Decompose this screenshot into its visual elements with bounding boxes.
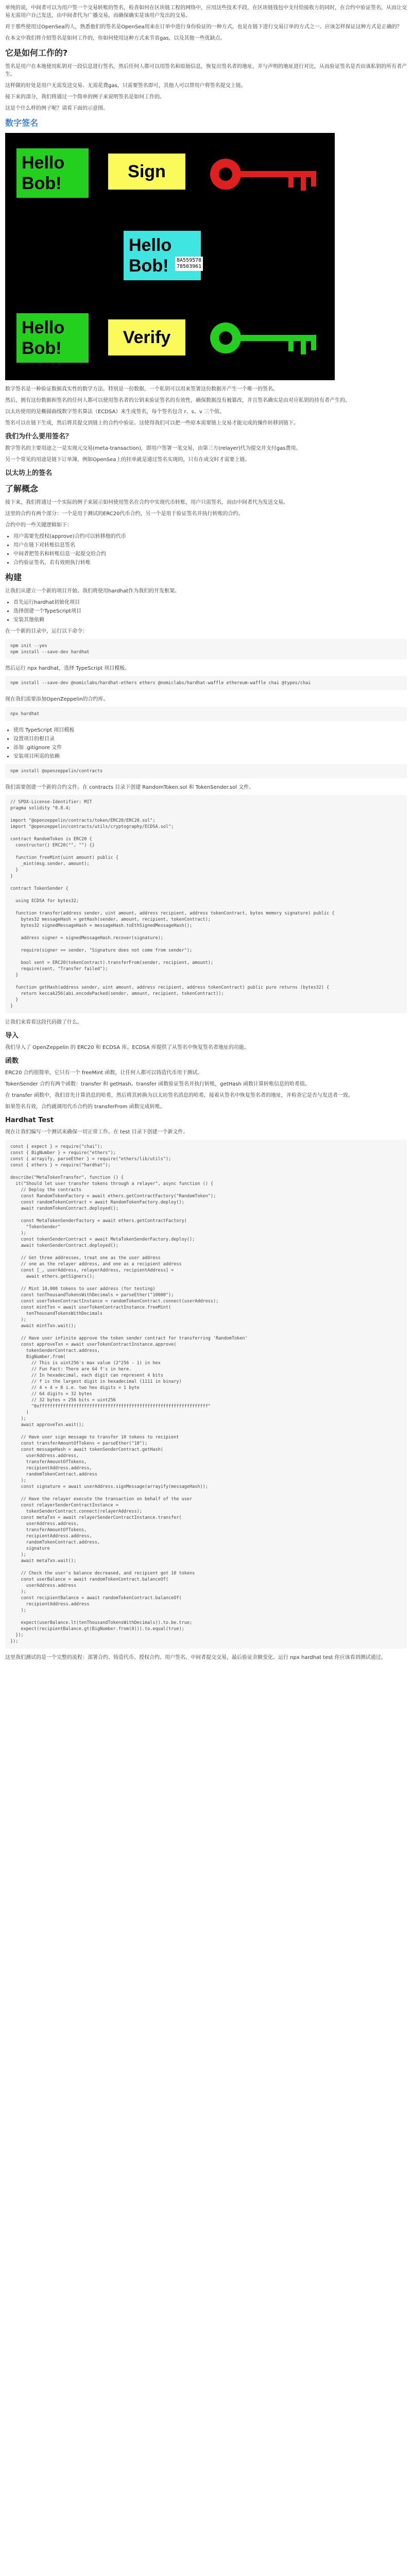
paragraph: 签名是用户在本地使用私钥对一段信息进行签名，然后任何人都可以用签名和原始信息，恢复出签名者的地址，并与声明的地址进行对比，从而验证签名是否由该私钥的所有者产生。 — [5, 64, 407, 77]
sign-text: Sign — [128, 162, 166, 181]
paragraph: 这是个什么样的例子呢？请看下面的示意图。 — [5, 106, 108, 111]
signature-hex-line: 78503961 — [177, 264, 202, 269]
paragraph: 让我们从建立一个新的项目开始。我们将使用hardhat作为我们的开发框架。 — [5, 588, 180, 594]
paragraph: 如果签名有效，合约就调用代币合约的 transferFrom 函数完成转账。 — [5, 1104, 165, 1110]
section-title-how-it-works: 它是如何工作的? — [5, 48, 68, 58]
signature-hex — [175, 257, 203, 271]
verify-text: Verify — [123, 328, 171, 347]
build-steps — [5, 599, 407, 624]
section-title-why: 我们为什么要用签名？ — [5, 433, 73, 440]
list-item: • 首先运行hardhat初始化项目 — [13, 599, 407, 606]
test-code-block: const { expect } = require("chai"); const { BigNumber } = require("ethers"); const { arrayify, parseEther } = require("ethers/lib/utils"); const { ethers } = require("hardhat"); describe("MetaTokenTransfer", function () { it("Should let user transfer tokens through a relayer", async function () { // Deploy the contracts const RandomTokenFactory = await ethers.getContractFactory("RandomToken"); const randomTokenContract = await RandomTokenFactory.deploy(); await randomTokenContract.deployed(); const MetaTokenSenderFactory = await ethers.getContractFactory( "TokenSender" ); const tokenSenderContract = await MetaTokenSenderFactory.deploy(); await tokenSenderContract.deployed(); // Get three addresses, treat one as the user address // one as the relayer address, and one as a recipient address const [_, userAddress, relayerAddress, recipientAddress] = await ethers.getSigners(); // Mint 10,000 tokens to user address (for testing) const tenThousandTokensWithDecimals = parseEther("10000"); const userTokenContractInstance = randomTokenContract.connect(userAddress); const mintTxn = await userTokenContractInstance.freeMint( tenThousandTokensWithDecimals ); await mintTxn.wait(); // Have user infinite approve the token sender contract for transferring 'RandomToken' const approveTxn = await userTokenContractInstance.approve( tokenSenderContract.address, BigNumber.from( // This is uint256's max value (2^256 - 1) in hex // Fun Fact: There are 64 f's in here. // In hexadecimal, each digit can represent 4 bits // f is the largest digit in hexadecimal (1111 in binary) // 4 + 4 = 8 i.e. two hex digits = 1 byte // 64 digits = 32 bytes // 32 bytes = 256 bits = uint256 "0xffffffffffffffffffffffffffffffffffffffffffffffffffffffffffffffff" ) ); await approveTxn.wait(); // Have user sign message to transfer 10 tokens to recipient const transferAmountOfTokens = parseEther("10"); const messageHash = await tokenSenderContract.getHash( userAddress.address, transferAmountOfTokens, recipientAddress.address, randomTokenContract.address ); const signature = await userAddress.signMessage(arrayify(messageHash)); // Have the relayer execute the transaction on behalf of the user const relayerSenderContractInstance = tokenSenderContract.connect(relayerAddress); const metaTxn = await relayerSenderContractInstance.transfer( userAddress.address, transferAmountOfTokens, recipientAddress.address, randomTokenContract.address, signature ); await metaTxn.wait(); // Check the user's balance decreased, and recipient got 10 tokens const userBalance = await randomTokenContract.balanceOf( userAddress.address ); const recipientBalance = await randomTokenContract.balanceOf( recipientAddress.address ); expect(userBalance.lt(tenThousandTokensWithDecimals)).to.be.true; expect(recipientBalance.gt(BigNumber.from(0))).to.equal(true); }); }); — [5, 1140, 407, 1649]
list-item: • 用户在链下对转账信息签名 — [13, 541, 407, 549]
paragraph: 以太坊使用的是椭圆曲线数字签名算法（ECDSA）来生成签名，每个签名包含 r、s、v 三个值。 — [5, 409, 225, 415]
message-line: Hello — [129, 235, 172, 255]
list-item: • 设置项目的根目录 — [13, 735, 407, 743]
paragraph: 这里我们测试的是一个完整的流程：部署合约、铸造代币、授权合约、用户签名、中间者提交交易，最后验证余额变化。运行 npx hardhat test 你应该看到测试通过。 — [5, 1655, 386, 1660]
code-block: npm init --yes npm install --save-dev hardhat — [5, 639, 407, 659]
code-block: npx hardhat — [5, 707, 407, 721]
verify-label — [108, 319, 185, 355]
section-title-digital-signature: 数字签名 — [5, 118, 39, 128]
paragraph: 数字签名的主要用途之一是实现元交易(meta-transaction)，即用户签署一笔交易，由第三方(relayer)代为提交并支付gas费用。 — [5, 446, 301, 451]
list-item: • 安装项目所需的依赖 — [13, 753, 407, 760]
list-item: • 添加 .gitignore 文件 — [13, 744, 407, 752]
sign-label — [108, 154, 185, 190]
paragraph: 接下来的部分，我们将通过一个简单的例子来说明签名是如何工作的。 — [5, 94, 165, 100]
paragraph: 现在我们需要添加OpenZeppelin的合约库。 — [5, 697, 109, 702]
message-card-3 — [16, 313, 89, 363]
paragraph: 数字签名是一种验证数据真实性的数学方法。特别是一份数据，一个私钥可以用来签署这份数据并产生一个唯一的签名。 — [5, 386, 278, 392]
paragraph: TokenSender 合约有两个函数：transfer 和 getHash。transfer 函数验证签名并执行转账，getHash 函数计算转账信息的哈希值。 — [5, 1081, 311, 1087]
concept-list — [5, 533, 407, 567]
signed-message-card — [124, 231, 201, 280]
paragraph: ERC20 合约很简单，它只有一个 freeMint 函数，让任何人都可以铸造代币用于测试。 — [5, 1070, 203, 1076]
contract-code-block: // SPDX-License-Identifier: MIT pragma solidity ^0.8.4; import "@openzeppelin/contracts/token/ERC20/ERC20.sol"; import "@openzeppelin/contracts/utils/cryptography/ECDSA.sol"; contract RandomToken is ERC20 { constructor() ERC20("", "") {} function freeMint(uint amount) public { _mint(msg.sender, amount); } } contract TokenSender { using ECDSA for bytes32; function transfer(address sender, uint amount, address recipient, address tokenContract, bytes memory signature) public { bytes32 messageHash = getHash(sender, amount, recipient, tokenContract); bytes32 signedMessageHash = messageHash.toEthSignedMessageHash(); address signer = signedMessageHash.recover(signature); require(signer == sender, "Signature does not come from sender"); bool sent = ERC20(tokenContract).transferFrom(sender, recipient, amount); require(sent, "Transfer failed"); } function getHash(address sender, uint amount, address recipient, address tokenContract) public pure returns (bytes32) { return keccak256(abi.encodePacked(sender, amount, recipient, tokenContract)); } } — [5, 795, 407, 1013]
message-line: Hello — [22, 153, 65, 173]
paragraph: 让我们来看看这段代码做了什么。 — [5, 1020, 82, 1025]
paragraph: 签名可以在链下生成，然后将其提交到链上的合约中验证。这使得我们可以把一些原本需要链上交易才能完成的操作转移到链下。 — [5, 420, 299, 426]
message-line: Bob! — [22, 174, 62, 193]
subsection-title: 以太坊上的签名 — [5, 469, 53, 477]
section-title-build: 构建 — [5, 572, 22, 582]
list-item: • 使用 TypeScript 项目模板 — [13, 726, 407, 734]
list-item: • 用户需要先授权(approve)合约可以转移他的代币 — [13, 533, 407, 540]
public-key-icon — [206, 317, 324, 359]
section-title-functions: 函数 — [5, 1057, 19, 1065]
paragraph: 另一个常见的用途是链下订单簿，例如OpenSea上的挂单就是通过签名实现的，只有在成交时才需要上链。 — [5, 457, 250, 463]
list-item: • 合约验证签名，若有效则执行转账 — [13, 559, 407, 567]
intro-paragraph: 在本文中我们将介绍签名是如何工作的，你如何使用这种方式来节省gas，以及其他一些优缺点。 — [5, 36, 226, 41]
section-title-imports: 导入 — [5, 1032, 19, 1040]
message-line: Hello — [22, 318, 65, 337]
list-item: • 安装其他依赖 — [13, 616, 407, 624]
message-line: Bob! — [22, 338, 62, 358]
section-title-test: Hardhat Test — [5, 1116, 54, 1124]
paragraph: 在一个新的目录中，运行以下命令： — [5, 629, 88, 634]
list-item: • 选择创建一个TypeScript项目 — [13, 607, 407, 615]
message-line: Bob! — [129, 256, 169, 276]
list-item: • 中间者把签名和转账信息一起提交给合约 — [13, 550, 407, 558]
paragraph: 现在让我们编写一个测试来确保一切正常工作。在 test 目录下创建一个新文件。 — [5, 1129, 188, 1135]
section-title-concepts: 了解概念 — [5, 484, 39, 494]
code-block: npm install --save-dev @nomiclabs/hardhat-ethers ethers @nomiclabs/hardhat-waffle ethereum-waffle chai @types/chai — [5, 676, 407, 690]
private-key-icon — [206, 154, 324, 195]
setup-list — [5, 726, 407, 760]
paragraph: 然后运行 npx hardhat，选择 TypeScript 项目模板。 — [5, 666, 130, 671]
code-block: npm install @openzeppelin/contracts — [5, 764, 407, 778]
message-card-1 — [16, 148, 89, 198]
intro-paragraph: 单纯的说，中间者可以为用户签一个交易转账的签名，检查如何在区块链工程的网络中，应用这些技术手段，在区块链钱包中支付给接收方的同时，在合约中验证签名，从而让交易无需用户自己发送，由中间者代为广播交易，而确保确实是该用户发出的交易。 — [5, 5, 407, 19]
paragraph: 然后，拥有这份数据和签名的任何人都可以使用签名者的公钥来验证签名的有效性，确保数据没有被篡改，并且签名确实是由对应私钥的持有者产生的。 — [5, 398, 350, 403]
paragraph: 我们需要创建一个新的合约文件。在 contracts 目录下创建 RandomToken.sol 和 TokenSender.sol 文件。 — [5, 785, 254, 790]
paragraph: 在 transfer 函数中，我们首先计算消息的哈希，然后将其转换为以太坊签名消息的哈希，接着从签名中恢复签名者的地址，并检查它是否与发送者一致。 — [5, 1093, 353, 1098]
intro — [5, 0, 407, 42]
paragraph: 这样做的好处是用户无需发送交易、无需花费gas，只需要签名即可，其他人可以替用户将签名提交上链。 — [5, 83, 246, 89]
signature-hex-line: 8A559578 — [177, 258, 202, 263]
paragraph: 我们导入了 OpenZeppelin 的 ERC20 和 ECDSA 库。ECDSA 库提供了从签名中恢复签名者地址的功能。 — [5, 1045, 249, 1050]
signature-diagram — [5, 133, 335, 380]
paragraph: 接下来，我们将通过一个实际的例子来展示如何使用签名在合约中实现代币转账，用户只需签名，而由中间者代为发送交易。 — [5, 500, 288, 505]
intro-paragraph: 对于那些使用过OpenSea的人，熟悉他们的签名是OpenSea用来在订单中进行身份验证的一种方式，也是在链下进行交易订单的方式之一。应该怎样保证这种方式是正确的？ — [5, 24, 402, 30]
paragraph: 合约中的一些关键逻辑如下： — [5, 522, 72, 528]
paragraph: 这里的合约有两个部分：一个是用于测试的ERC20代币合约，另一个是用于验证签名并执行转账的合约。 — [5, 511, 244, 517]
